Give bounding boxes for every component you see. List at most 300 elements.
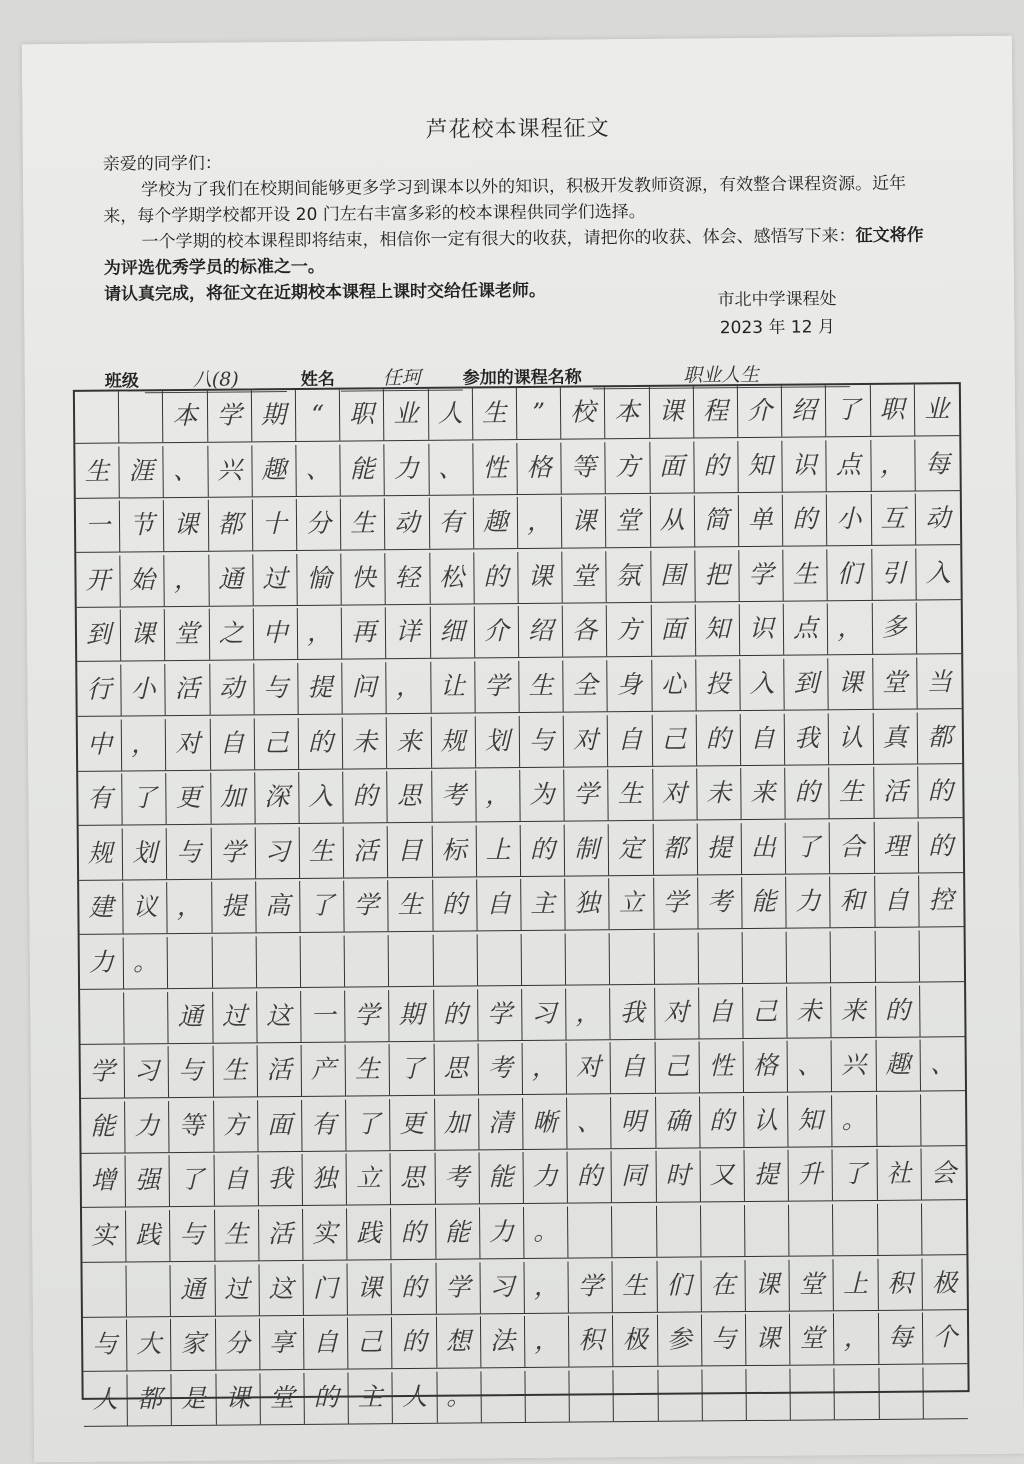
grid-cell: 都 — [128, 1374, 173, 1425]
grid-cell: 法 — [481, 1316, 526, 1367]
grid-cell: 的 — [785, 767, 830, 818]
grid-cell: ， — [524, 1261, 569, 1312]
intro-paragraph-2b: 征文将作为评选优秀学员的标准之一。 — [103, 225, 924, 279]
grid-cell: 考 — [698, 877, 743, 928]
grid-cell: 的 — [928, 830, 954, 861]
grid-cell: 自 — [304, 1318, 349, 1369]
grid-cell: 己 — [655, 1042, 700, 1093]
grid-cell: 强 — [126, 1155, 171, 1206]
grid-cell: 上 — [476, 825, 521, 876]
grid-cell — [612, 1206, 657, 1257]
grid-cell: 学 — [569, 1261, 614, 1312]
grid-cell: 自 — [699, 987, 744, 1038]
grid-cell: 业 — [384, 389, 429, 440]
grid-cell: 对 — [653, 769, 698, 820]
grid-cell: 的 — [474, 552, 519, 603]
grid-cell: 生 — [341, 498, 386, 549]
grid-cell: 考 — [478, 1043, 523, 1094]
grid-cell: 多 — [872, 603, 917, 654]
grid-cell: 己 — [255, 718, 300, 769]
grid-cell: 投 — [696, 659, 741, 710]
grid-cell: 划 — [123, 828, 168, 879]
grid-cell: 的 — [299, 717, 344, 768]
grid-cell: 考 — [432, 771, 477, 822]
grid-cell: 各 — [563, 606, 608, 657]
grid-cell: 从 — [650, 496, 695, 547]
grid-cell: 生 — [215, 1209, 260, 1260]
grid-cell: 活 — [874, 767, 919, 818]
course-value: 职业人生 — [593, 359, 850, 389]
grid-cell: 习 — [125, 1046, 170, 1097]
grid-cell: 个 — [932, 1322, 958, 1352]
grid-cell: 到 — [77, 610, 122, 661]
grid-cell: ， — [834, 1313, 879, 1364]
grid-cell: 力 — [524, 1152, 569, 1203]
grid-cell: 生 — [300, 826, 345, 877]
grid-cell: 氛 — [607, 551, 652, 602]
grid-cell: 、 — [567, 1097, 612, 1148]
grid-cell: 了 — [300, 881, 345, 932]
grid-cell — [923, 1367, 968, 1418]
grid-cell — [922, 1203, 967, 1254]
grid-cell: 的 — [304, 1372, 349, 1423]
essay-grid — [73, 382, 970, 1414]
grid-cell — [917, 603, 962, 654]
grid-cell: 清 — [479, 1098, 524, 1149]
grid-cell: 课 — [746, 1314, 791, 1365]
grid-cell: 明 — [611, 1097, 656, 1148]
grid-cell: 行 — [77, 664, 122, 715]
grid-cell: 晰 — [523, 1097, 568, 1148]
grid-cell: 为 — [520, 770, 565, 821]
grid-cell: 堂 — [562, 551, 607, 602]
grid-cell: 和 — [831, 876, 876, 927]
grid-cell: 思 — [391, 1153, 436, 1204]
grid-cell — [610, 933, 655, 984]
grid-cell: 产 — [302, 1045, 347, 1096]
grid-cell: 愉 — [297, 553, 342, 604]
grid-cell: 有 — [302, 1099, 347, 1150]
grid-cell: 对 — [567, 1042, 612, 1093]
grid-cell: 本 — [163, 391, 208, 442]
grid-cell — [791, 1368, 836, 1419]
grid-cell — [80, 992, 125, 1043]
grid-cell: 活 — [259, 1209, 304, 1260]
grid-cell: 趣 — [252, 445, 297, 496]
grid-cell: 的 — [568, 1152, 613, 1203]
grid-cell — [568, 1206, 613, 1257]
grid-cell: 认 — [744, 1095, 789, 1146]
grid-cell: 期 — [252, 390, 297, 441]
grid-cell: 力 — [385, 443, 430, 494]
grid-cell: 未 — [697, 768, 742, 819]
grid-cell: 积 — [878, 1258, 923, 1309]
grid-cell: 性 — [699, 1041, 744, 1092]
grid-cell: 学 — [344, 881, 389, 932]
grid-cell — [878, 1203, 923, 1254]
grid-cell — [921, 1094, 966, 1145]
grid-cell: 身 — [608, 660, 653, 711]
grid-cell: 全 — [563, 660, 608, 711]
grid-cell: 实 — [82, 1210, 127, 1261]
grid-cell: 们 — [828, 549, 873, 600]
grid-cell — [654, 932, 699, 983]
essay-row — [78, 712, 962, 772]
grid-cell: 细 — [430, 607, 475, 658]
grid-cell — [746, 1368, 791, 1419]
name-value: 任珂 — [341, 363, 463, 392]
grid-cell — [701, 1205, 746, 1256]
grid-cell: 知 — [788, 1095, 833, 1146]
grid-cell: 格 — [517, 442, 562, 493]
grid-cell: 独 — [565, 879, 610, 930]
grid-cell: 兴 — [832, 1040, 877, 1091]
grid-cell: 的 — [700, 1096, 745, 1147]
grid-cell: 活 — [344, 826, 389, 877]
grid-cell: 参 — [658, 1315, 703, 1366]
grid-cell: 生 — [613, 1260, 658, 1311]
grid-cell: 到 — [784, 658, 829, 709]
grid-cell: 人 — [428, 388, 473, 439]
grid-cell: 了 — [346, 1099, 391, 1150]
intro-paragraph-3: 请认真完成，将征文在近期校本课程上课时交给任课老师。 — [103, 280, 547, 305]
grid-cell: 我 — [258, 1154, 303, 1205]
grid-cell: 立 — [347, 1153, 392, 1204]
signature-date: 2023 年 12 月 — [719, 317, 835, 339]
grid-cell: 定 — [609, 824, 654, 875]
grid-cell: 未 — [343, 717, 388, 768]
grid-cell: 开 — [76, 555, 121, 606]
grid-cell: 识 — [783, 440, 828, 491]
grid-cell: 的 — [392, 1317, 437, 1368]
grid-cell — [75, 392, 120, 443]
grid-cell: 们 — [657, 1260, 702, 1311]
grid-cell: 议 — [123, 882, 168, 933]
grid-cell: 中 — [78, 719, 123, 770]
grid-cell: 上 — [834, 1258, 879, 1309]
grid-cell: ， — [387, 662, 432, 713]
class-label: 班级 — [104, 371, 139, 392]
grid-cell: 立 — [610, 878, 655, 929]
grid-cell: 的 — [927, 776, 953, 806]
grid-cell: 把 — [695, 550, 740, 601]
grid-cell — [919, 930, 964, 981]
course-label: 参加的课程名称 — [462, 367, 582, 389]
grid-cell: ， — [518, 497, 563, 548]
grid-cell — [481, 1371, 526, 1422]
grid-cell: 格 — [744, 1041, 789, 1092]
grid-cell: 了 — [390, 1044, 435, 1095]
grid-cell — [698, 932, 743, 983]
intro-paragraph-2a: 一个学期的校本课程即将结束，相信你一定有很大的收获，请把你的收获、体会、感悟写下来： — [141, 226, 856, 253]
grid-cell: 课 — [518, 551, 563, 602]
grid-cell — [787, 931, 832, 982]
grid-cell: 学 — [478, 989, 523, 1040]
grid-cell: 等 — [169, 1100, 214, 1151]
grid-cell: 都 — [653, 823, 698, 874]
grid-cell: “ — [296, 390, 341, 441]
grid-cell: ， — [298, 608, 343, 659]
grid-cell: 主 — [349, 1372, 394, 1423]
grid-cell: ， — [525, 1316, 570, 1367]
grid-cell: 识 — [740, 604, 785, 655]
grid-cell — [835, 1368, 880, 1419]
grid-cell: 人 — [83, 1374, 128, 1425]
grid-cell: 这 — [259, 1263, 304, 1314]
grid-cell: 快 — [341, 553, 386, 604]
grid-cell: 考 — [435, 1153, 480, 1204]
grid-cell: 力 — [786, 877, 831, 928]
grid-cell: 的 — [343, 771, 388, 822]
grid-cell: 职 — [870, 385, 915, 436]
grid-cell — [920, 985, 965, 1036]
grid-cell: 控 — [928, 885, 954, 915]
grid-cell: 一 — [301, 990, 346, 1041]
grid-cell: 来 — [741, 768, 786, 819]
class-value: 八(8) — [145, 364, 287, 393]
grid-cell: 生 — [830, 767, 875, 818]
grid-cell: 制 — [565, 824, 610, 875]
intro-text — [103, 144, 934, 307]
grid-cell: 与 — [167, 827, 212, 878]
grid-cell: 学 — [81, 1047, 126, 1098]
grid-cell: 自 — [210, 718, 255, 769]
grid-cell: 入 — [925, 558, 951, 588]
grid-cell: 力 — [125, 1101, 170, 1152]
grid-cell: 己 — [743, 986, 788, 1037]
grid-cell: 深 — [255, 772, 300, 823]
grid-cell: 会 — [930, 1158, 957, 1188]
grid-cell: 介 — [475, 606, 520, 657]
grid-cell: 了 — [833, 1149, 878, 1200]
grid-cell: 程 — [694, 386, 739, 437]
grid-cell: ” — [517, 388, 562, 439]
grid-cell: 之 — [209, 609, 254, 660]
grid-cell: 出 — [742, 822, 787, 873]
grid-cell: 详 — [386, 607, 431, 658]
grid-cell: 高 — [256, 881, 301, 932]
grid-cell: 课 — [829, 658, 874, 709]
grid-cell: 绍 — [519, 606, 564, 657]
grid-cell: 围 — [651, 550, 696, 601]
grid-cell: 了 — [826, 385, 871, 436]
grid-cell: 一 — [76, 501, 121, 552]
grid-cell: 。 — [832, 1095, 877, 1146]
grid-cell: 堂 — [165, 609, 210, 660]
grid-cell: 点 — [827, 440, 872, 491]
grid-cell: 极 — [931, 1267, 958, 1297]
grid-cell: 的 — [694, 441, 739, 492]
grid-cell: 积 — [569, 1315, 614, 1366]
grid-cell — [168, 937, 213, 988]
grid-cell — [119, 391, 164, 442]
grid-cell: 单 — [739, 495, 784, 546]
grid-cell: ， — [165, 555, 210, 606]
grid-cell: 。 — [524, 1207, 569, 1258]
grid-cell: 实 — [303, 1208, 348, 1259]
grid-cell: 、 — [930, 1049, 956, 1079]
grid-cell: 提 — [298, 663, 343, 714]
essay-row — [77, 657, 961, 717]
grid-cell: 加 — [211, 772, 256, 823]
grid-cell — [566, 933, 611, 984]
grid-cell: 通 — [209, 554, 254, 605]
grid-cell: 的 — [876, 985, 921, 1036]
grid-cell: 堂 — [260, 1373, 305, 1424]
grid-cell: ， — [122, 719, 167, 770]
essay-row — [79, 821, 963, 881]
essay-sheet — [22, 36, 1024, 1463]
grid-cell: 活 — [166, 664, 211, 715]
grid-cell: 绍 — [782, 385, 827, 436]
grid-cell: 自 — [875, 876, 920, 927]
grid-cell: 的 — [696, 714, 741, 765]
grid-cell: 家 — [171, 1319, 216, 1370]
grid-cell: 课 — [745, 1259, 790, 1310]
grid-cell: 的 — [392, 1262, 437, 1313]
grid-cell: 了 — [786, 822, 831, 873]
grid-cell: 生 — [346, 1044, 391, 1095]
greeting: 亲爱的同学们： — [102, 153, 222, 175]
grid-cell — [212, 936, 257, 987]
grid-cell: 理 — [874, 821, 919, 872]
grid-cell: 自 — [477, 879, 522, 930]
grid-cell: 享 — [260, 1318, 305, 1369]
essay-row — [76, 493, 960, 553]
grid-cell: 学 — [739, 550, 784, 601]
page-title: 芦花校本课程征文 — [425, 116, 610, 143]
grid-cell: 升 — [789, 1150, 834, 1201]
essay-row — [75, 384, 959, 444]
grid-cell: 通 — [171, 1264, 216, 1315]
grid-cell: 堂 — [606, 496, 651, 547]
grid-cell: 每 — [924, 448, 951, 479]
grid-cell: 时 — [656, 1151, 701, 1202]
grid-cell: 松 — [430, 552, 475, 603]
grid-cell: 分 — [216, 1318, 261, 1369]
grid-cell: 划 — [476, 716, 521, 767]
grid-cell: 当 — [926, 667, 952, 697]
grid-cell: 互 — [871, 494, 916, 545]
grid-cell: 提 — [212, 882, 257, 933]
grid-cell: 课 — [121, 609, 166, 660]
grid-cell — [522, 934, 567, 985]
grid-cell: 践 — [126, 1210, 171, 1261]
grid-cell: 点 — [784, 604, 829, 655]
grid-cell — [614, 1370, 659, 1421]
essay-row — [76, 548, 960, 608]
grid-cell: 引 — [872, 548, 917, 599]
grid-cell: 问 — [342, 662, 387, 713]
grid-cell — [833, 1204, 878, 1255]
grid-cell — [877, 1094, 922, 1145]
grid-cell: 课 — [348, 1263, 393, 1314]
grid-cell — [743, 932, 788, 983]
grid-cell: 生 — [75, 446, 120, 497]
grid-cell: 。 — [437, 1371, 482, 1422]
grid-cell: 来 — [831, 985, 876, 1036]
grid-cell: 、 — [164, 445, 209, 496]
grid-cell: 趣 — [474, 497, 519, 548]
grid-cell: 动 — [925, 503, 951, 533]
grid-cell: 有 — [78, 774, 123, 825]
grid-cell: 我 — [785, 713, 830, 764]
grid-cell: 这 — [257, 990, 302, 1041]
grid-cell: 、 — [788, 1040, 833, 1091]
grid-cell — [477, 934, 522, 985]
grid-cell: 生 — [389, 880, 434, 931]
grid-cell: ， — [871, 439, 916, 490]
grid-cell: ， — [566, 988, 611, 1039]
grid-cell: 职 — [340, 389, 385, 440]
grid-cell: 在 — [701, 1260, 746, 1311]
grid-cell: 更 — [167, 773, 212, 824]
grid-cell — [525, 1370, 570, 1421]
grid-cell: 人 — [393, 1371, 438, 1422]
grid-cell — [433, 934, 478, 985]
grid-cell: 大 — [127, 1319, 172, 1370]
grid-cell — [875, 930, 920, 981]
grid-cell: 介 — [738, 386, 783, 437]
grid-cell: 的 — [783, 495, 828, 546]
grid-cell: 有 — [429, 498, 474, 549]
grid-cell: 对 — [564, 715, 609, 766]
grid-cell: 习 — [255, 827, 300, 878]
essay-row — [79, 876, 963, 936]
grid-cell: 能 — [436, 1207, 481, 1258]
grid-cell: 加 — [435, 1098, 480, 1149]
grid-cell: 方 — [606, 441, 651, 492]
grid-cell: 生 — [473, 388, 518, 439]
grid-cell: 小 — [121, 664, 166, 715]
grid-cell: 思 — [388, 771, 433, 822]
grid-cell: 课 — [216, 1373, 261, 1424]
grid-cell: 业 — [924, 394, 950, 424]
grid-cell: 能 — [742, 877, 787, 928]
grid-cell: 践 — [347, 1208, 392, 1259]
grid-cell: 面 — [258, 1100, 303, 1151]
grid-cell: 方 — [214, 1100, 259, 1151]
grid-cell: 让 — [431, 661, 476, 712]
grid-cell — [879, 1367, 924, 1418]
grid-cell: 。 — [124, 937, 169, 988]
grid-cell: 同 — [612, 1151, 657, 1202]
grid-cell: 标 — [432, 825, 477, 876]
essay-row — [75, 439, 959, 499]
signature-block — [692, 285, 862, 342]
grid-cell: 期 — [389, 989, 434, 1040]
grid-cell: 简 — [695, 495, 740, 546]
grid-cell: 对 — [166, 718, 211, 769]
grid-cell: 动 — [385, 498, 430, 549]
grid-cell: 独 — [303, 1154, 348, 1205]
grid-cell: 学 — [564, 769, 609, 820]
essay-row — [78, 766, 962, 826]
grid-cell: 趣 — [876, 1040, 921, 1091]
grid-cell: 学 — [345, 990, 390, 1041]
grid-cell: 面 — [650, 441, 695, 492]
grid-cell: 、 — [296, 444, 341, 495]
grid-cell: 知 — [738, 440, 783, 491]
grid-cell: 是 — [172, 1373, 217, 1424]
grid-cell: 课 — [164, 500, 209, 551]
grid-cell: 入 — [299, 772, 344, 823]
grid-cell: 再 — [342, 608, 387, 659]
grid-cell: ， — [523, 1043, 568, 1094]
grid-cell: 的 — [521, 824, 566, 875]
grid-cell: 主 — [521, 879, 566, 930]
grid-cell: ， — [828, 603, 873, 654]
